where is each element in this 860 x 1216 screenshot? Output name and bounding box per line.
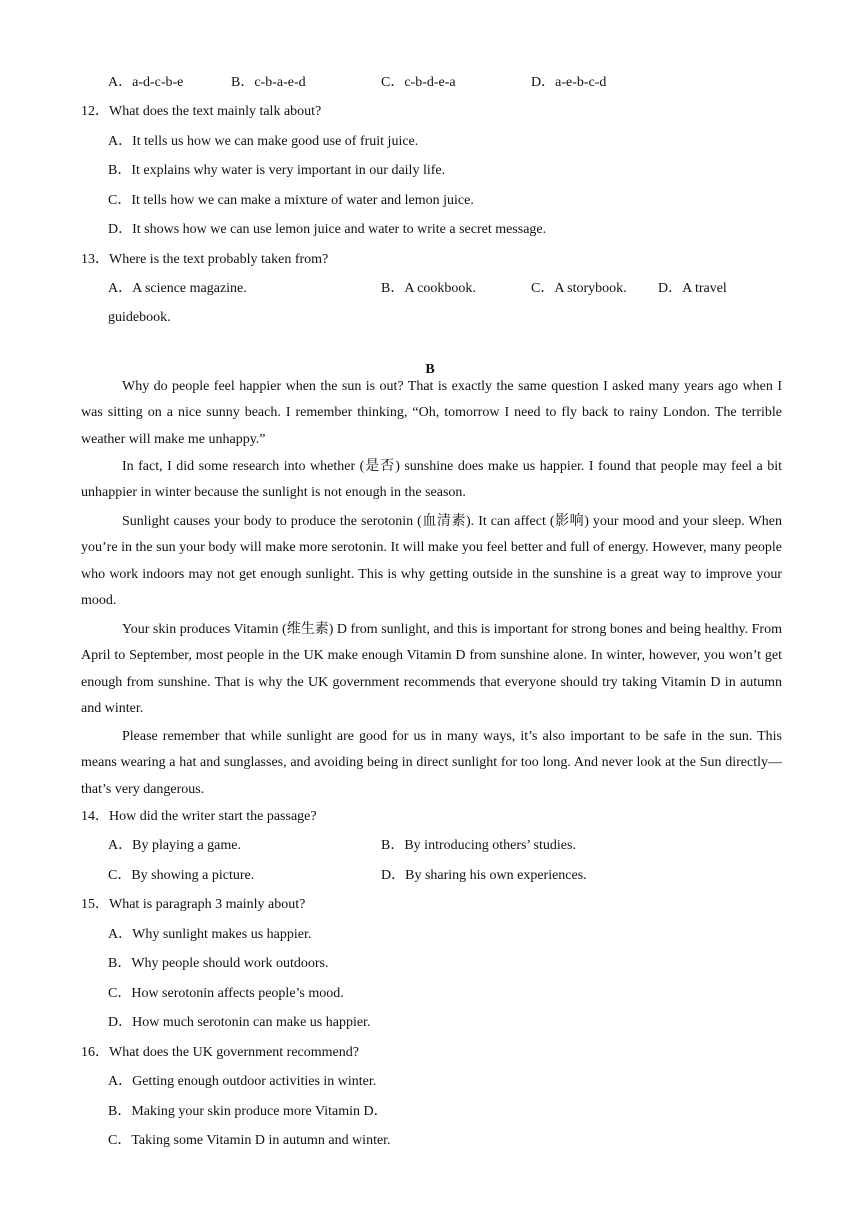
q13-stem: 13．Where is the text probably taken from? <box>81 252 329 267</box>
passage-paragraph-5: Please remember that while sunlight are good for us in many ways, it’s also important to be safe in the sun. This means wearing a hat and sunglasses, and avoiding being in direct sunlight for too long. And never look at the Sun directly—that’s very dangerous. <box>81 729 782 797</box>
passage-paragraph-3: Sunlight causes your body to produce the serotonin (血清素). It can affect (影响) your mood and your sleep. When you’re in the sun your body will make more serotonin. It will make you feel better and full of energy. However, many people who work indoors may not get enough sunlight. This is why getting outside in the sunshine is a great way to improve your mood. <box>81 514 782 609</box>
q14-option-a: A．By playing a game. <box>108 838 241 853</box>
q14-stem: 14．How did the writer start the passage? <box>81 809 317 824</box>
q11-option-a: A．a-d-c-b-e <box>108 75 184 90</box>
q13-option-c: C．A storybook. <box>531 281 627 296</box>
q12-option-b: B．It explains why water is very important in our daily life. <box>108 163 446 178</box>
q15-option-d: D．How much serotonin can make us happier. <box>108 1015 371 1030</box>
passage-paragraph-4: Your skin produces Vitamin (维生素) D from sunlight, and this is important for strong bones and being healthy. From April to September, most people in the UK make enough Vitamin D from sunshine alone. In winter, however, you won’t get enough from sunshine. That is why the UK government recommends that everyone should try taking Vitamin D in autumn and winter. <box>81 622 782 717</box>
q13-option-a: A．A science magazine. <box>108 281 247 296</box>
q14-option-c: C．By showing a picture. <box>108 868 255 883</box>
q15-option-b: B．Why people should work outdoors. <box>108 956 329 971</box>
q15-stem: 15．What is paragraph 3 mainly about? <box>81 897 306 912</box>
q12-option-a: A．It tells us how we can make good use of fruit juice. <box>108 134 419 149</box>
q13-option-b: B．A cookbook. <box>381 281 476 296</box>
q13-option-d-continued: guidebook. <box>108 310 171 325</box>
q16-stem: 16．What does the UK government recommend? <box>81 1045 359 1060</box>
q12-option-d: D．It shows how we can use lemon juice and water to write a secret message. <box>108 222 547 237</box>
q12-stem: 12．What does the text mainly talk about? <box>81 104 322 119</box>
q16-option-b: B．Making your skin produce more Vitamin D． <box>108 1104 388 1119</box>
q12-option-c: C．It tells how we can make a mixture of water and lemon juice. <box>108 193 474 208</box>
q11-option-d: D．a-e-b-c-d <box>531 75 607 90</box>
passage-paragraph-1: Why do people feel happier when the sun is out? That is exactly the same question I asked many years ago when I was sitting on a nice sunny beach. I remember thinking, “Oh, tomorrow I need to fly back to rainy London. The terrible weather will make me unhappy.” <box>81 379 782 447</box>
q13-option-d: D．A travel <box>658 281 727 296</box>
passage-paragraph-2: In fact, I did some research into whether (是否) sunshine does make us happier. I found that people may feel a bit unhappier in winter because the sunlight is not enough in the season. <box>81 459 782 501</box>
q15-option-c: C．How serotonin affects people’s mood. <box>108 986 344 1001</box>
q16-option-c: C．Taking some Vitamin D in autumn and winter. <box>108 1133 391 1148</box>
q15-option-a: A．Why sunlight makes us happier. <box>108 927 312 942</box>
q11-option-c: C．c-b-d-e-a <box>381 75 456 90</box>
q14-option-d: D．By sharing his own experiences. <box>381 868 587 883</box>
q14-option-b: B．By introducing others’ studies. <box>381 838 576 853</box>
q16-option-a: A．Getting enough outdoor activities in winter. <box>108 1074 377 1089</box>
section-title: B <box>425 362 435 377</box>
q11-option-b: B．c-b-a-e-d <box>231 75 306 90</box>
